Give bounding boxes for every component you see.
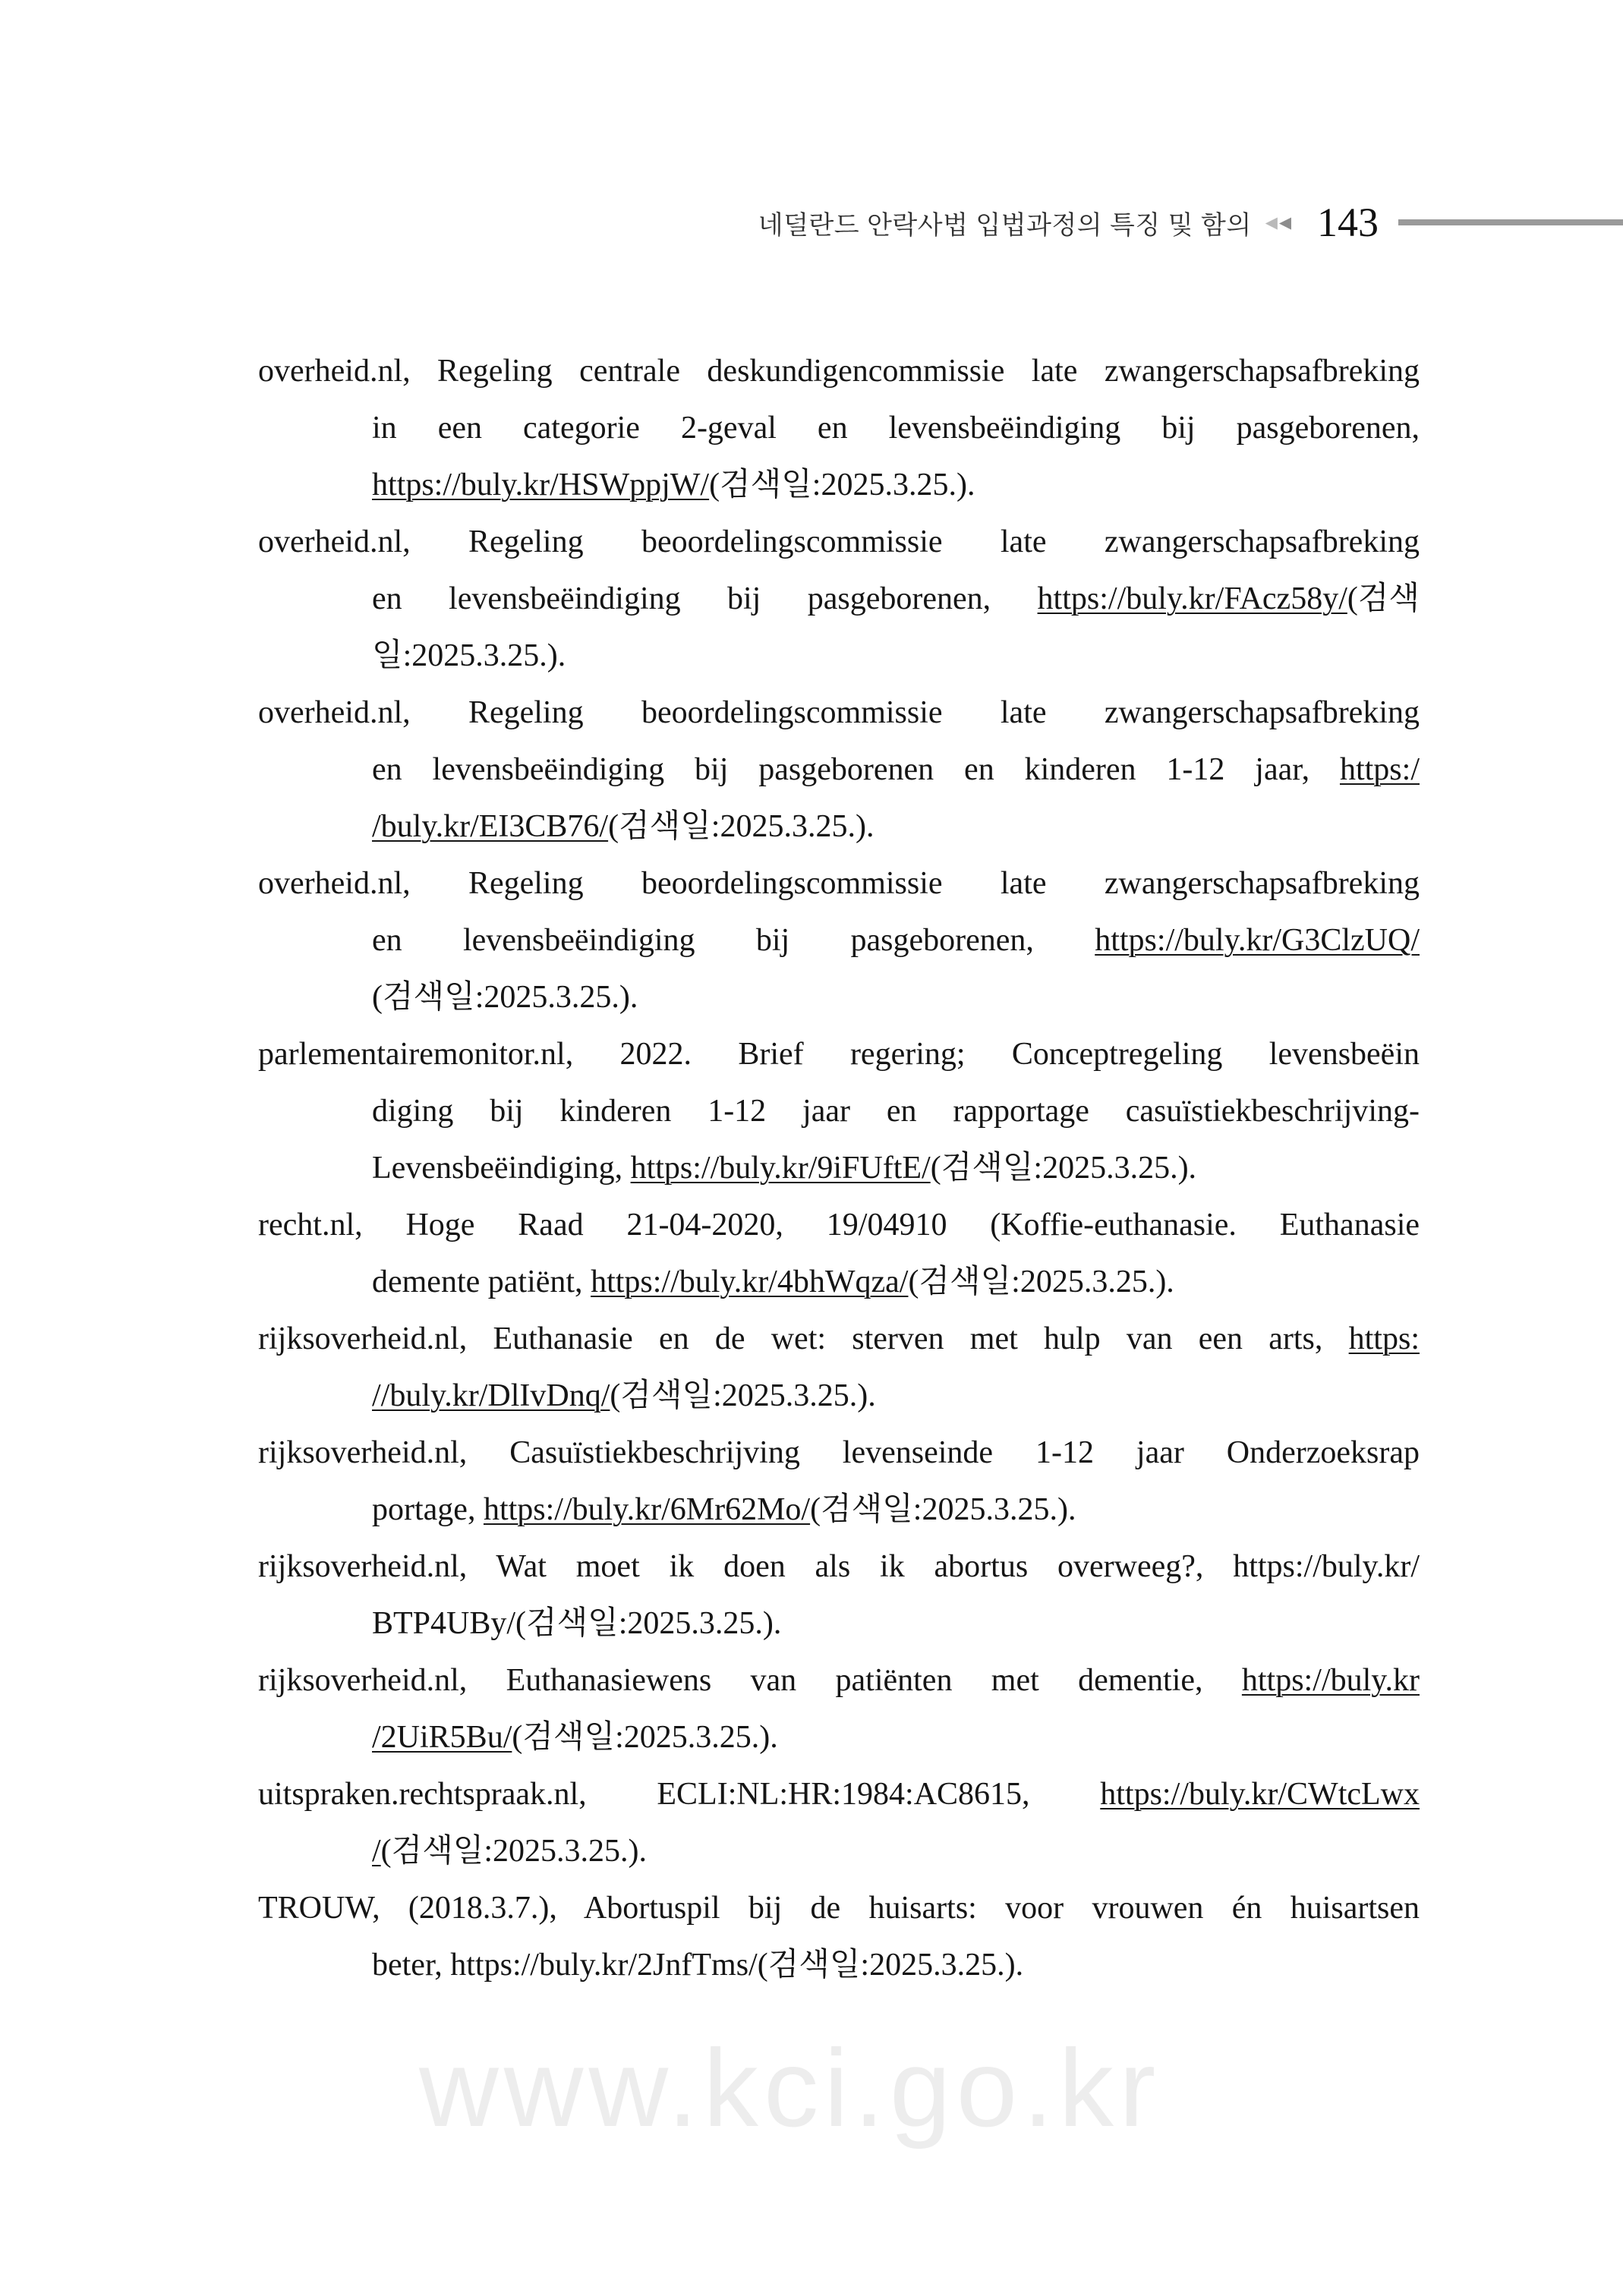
reference-entry	[258, 1539, 1420, 1652]
reference-line	[258, 685, 1420, 742]
reference-text: overheid.nl, Regeling beoordelingscommissie late zwangerschapsafbreking	[258, 524, 1420, 559]
reference-line	[258, 969, 1420, 1026]
reference-link[interactable]: /buly.kr/EI3CB76/	[372, 809, 609, 844]
reference-link[interactable]: https:/	[1339, 752, 1420, 787]
reference-text: rijksoverheid.nl, Casuïstiekbeschrijving levenseinde 1-12 jaar Onderzoeksrap	[258, 1435, 1420, 1470]
reference-text: (검색	[1347, 581, 1420, 616]
reference-entry	[258, 685, 1420, 855]
reference-entry	[258, 1311, 1420, 1425]
reference-line	[258, 912, 1420, 969]
reference-link[interactable]: //buly.kr/DlIvDnq/	[372, 1378, 610, 1413]
reference-line	[258, 1766, 1420, 1823]
left-arrow-icon: ◀	[1265, 213, 1278, 231]
reference-link[interactable]: https://buly.kr/G3ClzUQ/	[1095, 923, 1420, 958]
reference-line	[258, 1083, 1420, 1140]
reference-link[interactable]: https://buly.kr/CWtcLwx	[1100, 1777, 1420, 1812]
reference-entry	[258, 1766, 1420, 1880]
reference-text: (검색일:2025.3.25.).	[372, 980, 638, 1015]
reference-text: TROUW, (2018.3.7.), Abortuspil bij de huisarts: voor vrouwen én huisartsen	[258, 1891, 1420, 1926]
reference-text: overheid.nl, Regeling centrale deskundigencommissie late zwangerschapsafbreking	[258, 354, 1420, 389]
reference-line	[258, 1197, 1420, 1254]
page-number: 143	[1317, 200, 1379, 245]
reference-line	[258, 514, 1420, 571]
reference-line	[258, 1652, 1420, 1709]
reference-text: (검색일:2025.3.25.).	[608, 809, 875, 844]
reference-text: rijksoverheid.nl, Euthanasiewens van patiënten met dementie,	[258, 1663, 1242, 1698]
reference-link[interactable]: /2UiR5Bu/	[372, 1720, 512, 1755]
reference-text: en levensbeëindiging bij pasgeborenen,	[372, 581, 1038, 616]
reference-line	[258, 1482, 1420, 1539]
reference-line	[258, 400, 1420, 457]
reference-link[interactable]: https://buly.kr/6Mr62Mo/	[483, 1492, 811, 1527]
reference-entry	[258, 855, 1420, 1026]
reference-link[interactable]: https://buly.kr	[1241, 1663, 1420, 1698]
reference-entry	[258, 1880, 1420, 1994]
reference-line	[258, 1140, 1420, 1197]
header-rule	[1398, 219, 1623, 225]
reference-text: recht.nl, Hoge Raad 21-04-2020, 19/04910 (Koffie-euthanasie. Euthanasie	[258, 1208, 1420, 1242]
reference-text: rijksoverheid.nl, Euthanasie en de wet: sterven met hulp van een arts,	[258, 1321, 1349, 1356]
reference-line	[258, 1539, 1420, 1595]
reference-line	[258, 1368, 1420, 1425]
reference-text: portage,	[372, 1492, 484, 1527]
reference-text: diging bij kinderen 1-12 jaar en rapportage casuïstiekbeschrijving-	[372, 1094, 1420, 1129]
reference-line	[258, 343, 1420, 400]
reference-entry	[258, 1425, 1420, 1539]
reference-text: en levensbeëindiging bij pasgeborenen en kinderen 1-12 jaar,	[372, 752, 1340, 787]
reference-entry	[258, 1197, 1420, 1311]
page-header	[0, 199, 1623, 246]
reference-line	[258, 1937, 1420, 1994]
reference-line	[258, 571, 1420, 628]
reference-text: (검색일:2025.3.25.).	[380, 1834, 648, 1869]
reference-link[interactable]: https://buly.kr/FAcz58y/	[1037, 581, 1347, 616]
reference-entry	[258, 1026, 1420, 1197]
reference-text: overheid.nl, Regeling beoordelingscommissie late zwangerschapsafbreking	[258, 866, 1420, 901]
reference-text: overheid.nl, Regeling beoordelingscommissie late zwangerschapsafbreking	[258, 695, 1420, 730]
reference-text: (검색일:2025.3.25.).	[709, 468, 975, 502]
reference-text: Levensbeëindiging,	[372, 1151, 631, 1186]
reference-line	[258, 855, 1420, 912]
reference-text: (검색일:2025.3.25.).	[610, 1378, 876, 1413]
reference-link[interactable]: https://buly.kr/4bhWqza/	[591, 1265, 909, 1299]
reference-line	[258, 1880, 1420, 1937]
reference-text: demente patiënt,	[372, 1265, 591, 1299]
reference-text: (검색일:2025.3.25.).	[930, 1151, 1197, 1186]
reference-text: uitspraken.rechtspraak.nl, ECLI:NL:HR:1984:AC8615,	[258, 1777, 1101, 1812]
reference-entry	[258, 514, 1420, 685]
reference-text: (검색일:2025.3.25.).	[810, 1492, 1076, 1527]
reference-entry	[258, 343, 1420, 514]
reference-text: BTP4UBy/(검색일:2025.3.25.).	[372, 1606, 782, 1641]
reference-line	[258, 1823, 1420, 1880]
reference-link[interactable]: https://buly.kr/9iFUftE/	[630, 1151, 931, 1186]
left-arrow-icon: ◀	[1278, 213, 1291, 231]
reference-line	[258, 1425, 1420, 1482]
reference-line	[258, 1026, 1420, 1083]
reference-line	[258, 1254, 1420, 1311]
reference-line	[258, 798, 1420, 855]
reference-text: parlementairemonitor.nl, 2022. Brief regering; Conceptregeling levensbeëin	[258, 1037, 1420, 1072]
reference-text: in een categorie 2-geval en levensbeëindiging bij pasgeborenen,	[372, 411, 1420, 446]
reference-list	[258, 343, 1420, 1994]
reference-link[interactable]: /	[372, 1834, 381, 1869]
reference-entry	[258, 1652, 1420, 1766]
reference-text: beter, https://buly.kr/2JnfTms/(검색일:2025.3.25.).	[372, 1948, 1024, 1983]
reference-line	[258, 1311, 1420, 1368]
reference-text: (검색일:2025.3.25.).	[512, 1720, 778, 1755]
reference-line	[258, 628, 1420, 685]
reference-link[interactable]: https:	[1348, 1321, 1420, 1356]
reference-link[interactable]: https://buly.kr/HSWppjW/	[372, 468, 710, 502]
reference-text: en levensbeëindiging bij pasgeborenen,	[372, 923, 1095, 958]
reference-text: (검색일:2025.3.25.).	[908, 1265, 1174, 1299]
kci-watermark: www.kci.go.kr	[419, 2027, 1161, 2150]
reference-line	[258, 1595, 1420, 1652]
running-title: 네덜란드 안락사법 입법과정의 특징 및 함의	[758, 210, 1252, 240]
reference-text: rijksoverheid.nl, Wat moet ik doen als ik abortus overweeg?, https://buly.kr/	[258, 1549, 1420, 1584]
reference-line	[258, 742, 1420, 798]
reference-line	[258, 457, 1420, 514]
reference-line	[258, 1709, 1420, 1766]
reference-text: 일:2025.3.25.).	[372, 638, 566, 673]
